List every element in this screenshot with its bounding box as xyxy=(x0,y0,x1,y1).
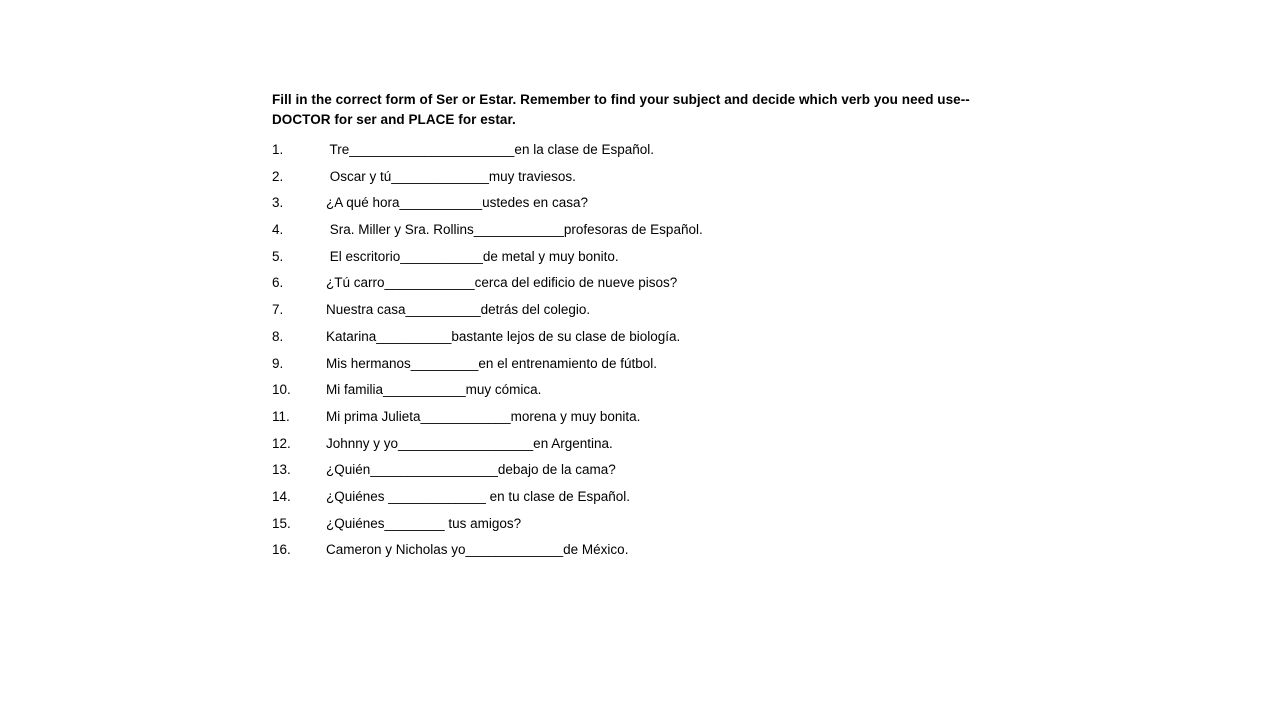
item-sentence: Mi familia___________muy cómica. xyxy=(326,382,542,398)
item-sentence: Nuestra casa__________detrás del colegio. xyxy=(326,302,591,318)
instructions-line-1: Fill in the correct form of Ser or Estar. Remember to find your subject and decide which verb you need use-- xyxy=(272,92,970,107)
exercise-item-13 xyxy=(272,460,1032,487)
item-sentence: Cameron y Nicholas yo_____________de México. xyxy=(326,542,629,558)
item-number: 15. xyxy=(272,515,291,531)
exercise-list xyxy=(272,140,1032,567)
item-sentence: ¿Quién_________________debajo de la cama? xyxy=(326,462,616,478)
item-sentence: Katarina__________bastante lejos de su clase de biología. xyxy=(326,328,681,344)
item-sentence: ¿Quiénes________ tus amigos? xyxy=(326,515,522,531)
item-number: 13. xyxy=(272,462,291,478)
item-sentence: ¿Quiénes _____________ en tu clase de Español. xyxy=(326,488,630,504)
exercise-item-1 xyxy=(272,140,1032,167)
item-number: 14. xyxy=(272,488,291,504)
exercise-item-6 xyxy=(272,273,1032,300)
exercise-item-15 xyxy=(272,514,1032,541)
instructions-line-2: DOCTOR for ser and PLACE for estar. xyxy=(272,112,516,127)
exercise-item-4 xyxy=(272,220,1032,247)
exercise-item-11 xyxy=(272,407,1032,434)
exercise-item-14 xyxy=(272,487,1032,514)
item-number: 2. xyxy=(272,168,284,184)
item-number: 9. xyxy=(272,355,284,371)
exercise-item-8 xyxy=(272,327,1032,354)
item-sentence: Sra. Miller y Sra. Rollins____________profesoras de Español. xyxy=(326,222,703,238)
item-number: 8. xyxy=(272,328,284,344)
item-sentence: Tre______________________en la clase de Español. xyxy=(326,142,655,157)
exercise-item-12 xyxy=(272,434,1032,461)
item-number: 4. xyxy=(272,222,284,238)
item-number: 11. xyxy=(272,408,290,424)
exercise-item-10 xyxy=(272,380,1032,407)
item-sentence: Mis hermanos_________en el entrenamiento de fútbol. xyxy=(326,355,657,371)
item-number: 10. xyxy=(272,382,291,398)
item-sentence: Johnny y yo__________________en Argentina. xyxy=(326,435,613,451)
item-number: 5. xyxy=(272,248,284,264)
item-number: 16. xyxy=(272,542,291,558)
item-number: 7. xyxy=(272,302,284,318)
exercise-item-3 xyxy=(272,193,1032,220)
exercise-item-5 xyxy=(272,247,1032,274)
item-sentence: ¿A qué hora___________ustedes en casa? xyxy=(326,195,588,211)
exercise-item-16 xyxy=(272,540,1032,567)
worksheet xyxy=(272,90,1032,567)
item-number: 6. xyxy=(272,275,284,291)
exercise-item-9 xyxy=(272,354,1032,381)
item-sentence: ¿Tú carro____________cerca del edificio de nueve pisos? xyxy=(326,275,678,291)
item-number: 12. xyxy=(272,435,291,451)
item-sentence: Mi prima Julieta____________morena y muy bonita. xyxy=(326,408,641,424)
item-number: 3. xyxy=(272,195,284,211)
item-number: 1. xyxy=(272,142,284,157)
instructions xyxy=(272,90,1032,130)
exercise-item-7 xyxy=(272,300,1032,327)
item-sentence: El escritorio___________de metal y muy bonito. xyxy=(326,248,619,264)
exercise-item-2 xyxy=(272,167,1032,194)
item-sentence: Oscar y tú_____________muy traviesos. xyxy=(326,168,576,184)
